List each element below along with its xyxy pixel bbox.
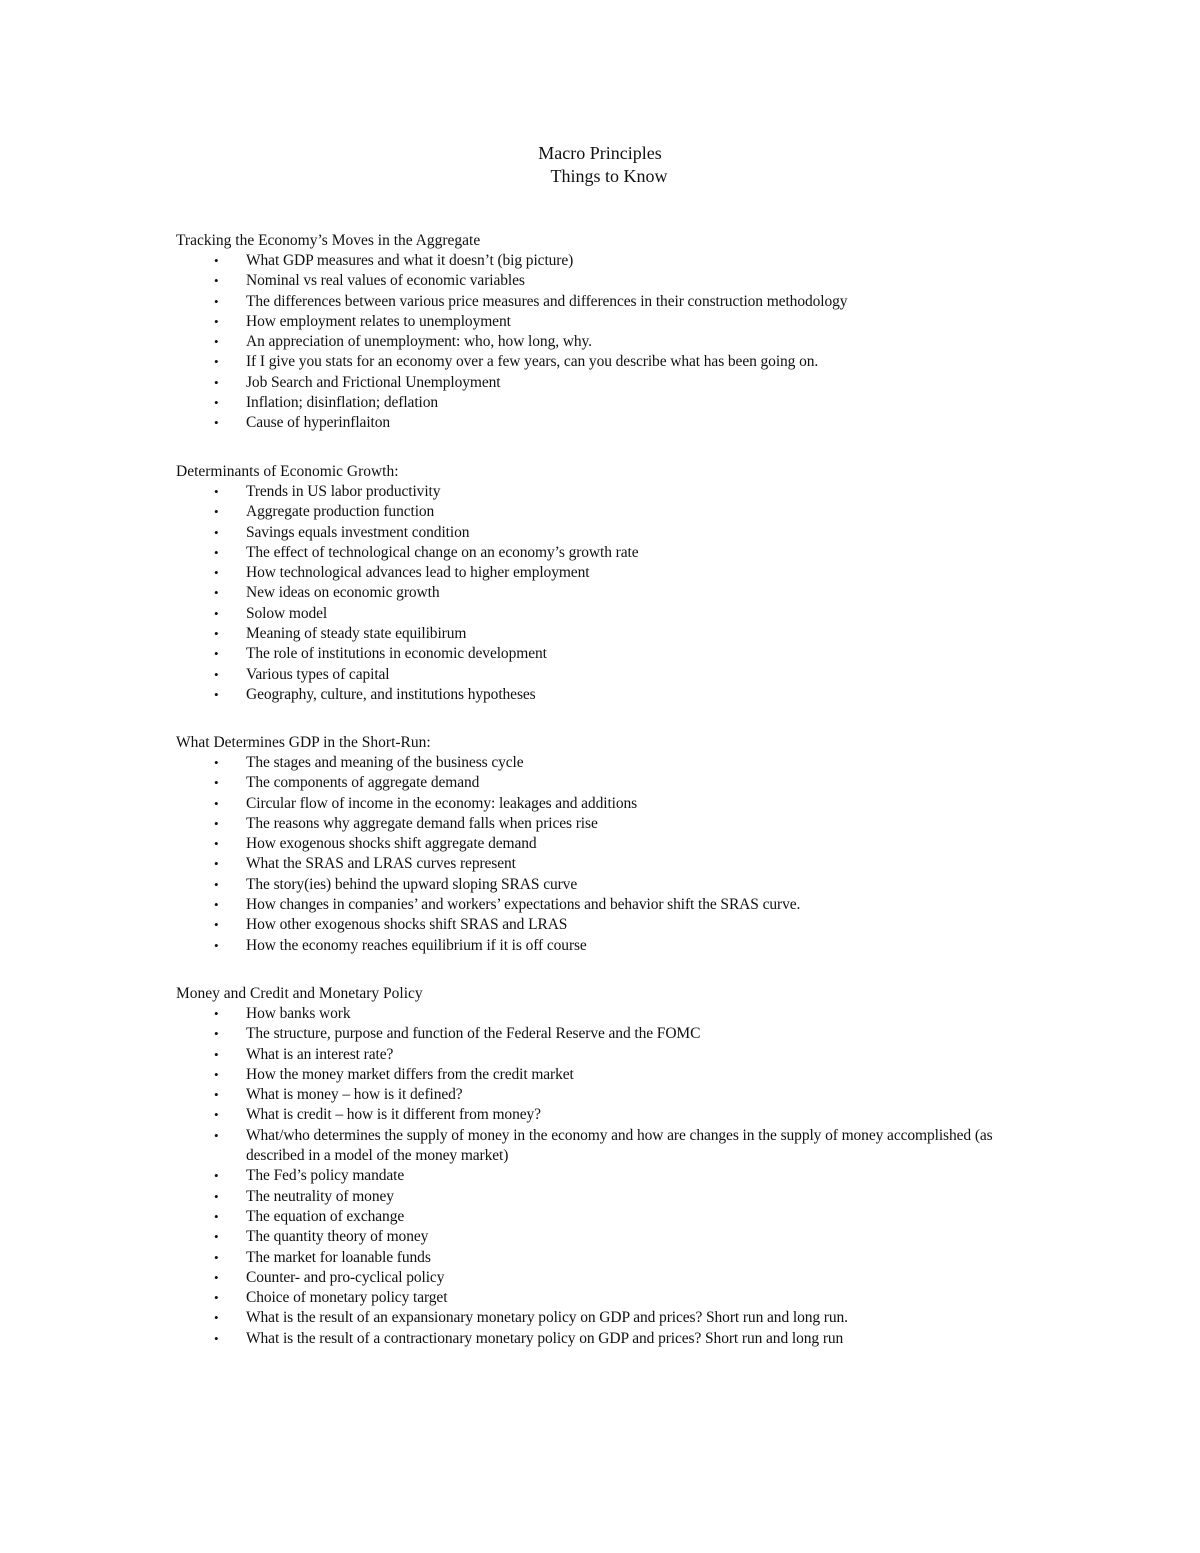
list-item-text: How changes in companies’ and workers’ expectations and behavior shift the SRAS curve. — [246, 896, 801, 914]
bullet-icon: • — [214, 836, 219, 852]
bullet-icon: • — [214, 1310, 219, 1326]
bullet-icon: • — [214, 273, 219, 289]
list-item — [176, 413, 1026, 433]
list-item-text: Solow model — [246, 604, 328, 622]
bullet-icon: • — [214, 1066, 219, 1082]
list-item — [176, 834, 1026, 854]
list-item — [176, 794, 1026, 814]
list-item-text: How the money market differs from the credit market — [246, 1065, 574, 1083]
list-item-text: Counter- and pro-cyclical policy — [246, 1268, 445, 1286]
list-item — [176, 604, 1026, 624]
list-item — [176, 1308, 1026, 1328]
section — [176, 462, 1026, 705]
list-item-text: The role of institutions in economic development — [246, 645, 547, 663]
bullet-icon: • — [214, 354, 219, 370]
list-item — [176, 1268, 1026, 1288]
bullet-list — [176, 482, 1026, 705]
bullet-icon: • — [214, 1208, 219, 1224]
document-subtitle: Things to Know — [550, 166, 668, 186]
list-item-text: The story(ies) behind the upward sloping SRAS curve — [246, 875, 578, 893]
list-item-text: Various types of capital — [246, 665, 390, 683]
list-item — [176, 583, 1026, 603]
list-item-text: How technological advances lead to higher employment — [246, 564, 590, 582]
list-item — [176, 644, 1026, 664]
section — [176, 984, 1026, 1349]
section-heading: Money and Credit and Monetary Policy — [176, 985, 423, 1002]
list-item-text: What GDP measures and what it doesn’t (big picture) — [246, 252, 574, 269]
bullet-icon: • — [214, 646, 219, 662]
bullet-icon: • — [214, 666, 219, 682]
list-item-text: If I give you stats for an economy over a few years, can you describe what has been going on. — [246, 353, 819, 371]
bullet-icon: • — [214, 1188, 219, 1204]
list-item-text: Circular flow of income in the economy: leakages and additions — [246, 794, 638, 812]
list-item-text: The stages and meaning of the business cycle — [246, 754, 524, 771]
bullet-icon: • — [214, 565, 219, 581]
bullet-icon: • — [214, 585, 219, 601]
list-item — [176, 1126, 1026, 1167]
list-item — [176, 814, 1026, 834]
bullet-icon: • — [214, 775, 219, 791]
list-item — [176, 1004, 1026, 1024]
list-item — [176, 523, 1026, 543]
list-item-text: The equation of exchange — [246, 1207, 405, 1225]
list-item-text: How other exogenous shocks shift SRAS and LRAS — [246, 916, 568, 934]
bullet-list — [176, 1004, 1026, 1349]
bullet-icon: • — [214, 544, 219, 560]
bullet-icon: • — [214, 293, 219, 309]
list-item — [176, 895, 1026, 915]
list-item-text: How the economy reaches equilibrium if it is off course — [246, 936, 587, 954]
bullet-icon: • — [214, 504, 219, 520]
bullet-list — [176, 753, 1026, 956]
list-item — [176, 1105, 1026, 1125]
list-item — [176, 665, 1026, 685]
list-item-text: Inflation; disinflation; deflation — [246, 394, 439, 412]
list-item-text: Choice of monetary policy target — [246, 1289, 448, 1307]
bullet-icon: • — [214, 374, 219, 390]
list-item — [176, 1329, 1026, 1349]
list-item-text: The structure, purpose and function of the Federal Reserve and the FOMC — [246, 1025, 701, 1043]
bullet-icon: • — [214, 395, 219, 411]
bullet-icon: • — [214, 876, 219, 892]
list-item — [176, 1024, 1026, 1044]
list-item-text: What is credit – how is it different from money? — [246, 1106, 541, 1124]
list-item — [176, 332, 1026, 352]
section-heading: Determinants of Economic Growth: — [176, 463, 399, 480]
bullet-icon: • — [214, 1168, 219, 1184]
bullet-icon: • — [214, 484, 219, 499]
bullet-icon: • — [214, 1127, 219, 1143]
bullet-icon: • — [214, 253, 219, 268]
list-item-text: The reasons why aggregate demand falls when prices rise — [246, 814, 598, 832]
list-item — [176, 624, 1026, 644]
list-item-text: The effect of technological change on an economy’s growth rate — [246, 543, 639, 561]
section — [176, 733, 1026, 956]
list-item — [176, 543, 1026, 563]
list-item-text: What/who determines the supply of money in the economy and how are changes in the supply of money accomplished (as described in a model of the money market) — [246, 1126, 993, 1165]
section-heading: Tracking the Economy’s Moves in the Aggregate — [176, 232, 481, 249]
list-item — [176, 1248, 1026, 1268]
list-item-text: Meaning of steady state equilibirum — [246, 625, 467, 643]
list-item-text: New ideas on economic growth — [246, 584, 440, 602]
list-item — [176, 292, 1026, 312]
list-item-text: The components of aggregate demand — [246, 774, 480, 792]
bullet-icon: • — [214, 1046, 219, 1062]
section-heading: What Determines GDP in the Short-Run: — [176, 734, 431, 751]
list-item-text: What is the result of a contractionary monetary policy on GDP and prices? Short run and long run — [246, 1329, 844, 1347]
bullet-icon: • — [214, 1026, 219, 1042]
list-item-text: Aggregate production function — [246, 503, 435, 521]
list-item — [176, 1065, 1026, 1085]
list-item-text: What is an interest rate? — [246, 1045, 394, 1063]
list-item — [176, 393, 1026, 413]
list-item — [176, 1227, 1026, 1247]
bullet-icon: • — [214, 313, 219, 329]
list-item — [176, 773, 1026, 793]
list-item — [176, 563, 1026, 583]
list-item — [176, 482, 1026, 502]
list-item-text: How exogenous shocks shift aggregate demand — [246, 835, 537, 853]
list-item-text: The quantity theory of money — [246, 1228, 429, 1246]
list-item-text: The differences between various price measures and differences in their construction methodology — [246, 292, 848, 310]
bullet-list — [176, 251, 1026, 434]
bullet-icon: • — [214, 524, 219, 540]
list-item-text: What is the result of an expansionary monetary policy on GDP and prices? Short run and long run. — [246, 1309, 848, 1327]
bullet-icon: • — [214, 856, 219, 872]
bullet-icon: • — [214, 415, 219, 431]
bullet-icon: • — [214, 1006, 219, 1021]
list-item-text: An appreciation of unemployment: who, how long, why. — [246, 333, 592, 351]
bullet-icon: • — [214, 1269, 219, 1285]
list-item — [176, 373, 1026, 393]
document-title: Macro Principles — [538, 143, 662, 163]
list-item-text: The neutrality of money — [246, 1187, 394, 1205]
bullet-icon: • — [214, 795, 219, 811]
bullet-icon: • — [214, 815, 219, 831]
list-item — [176, 915, 1026, 935]
list-item — [176, 502, 1026, 522]
list-item-text: How employment relates to unemployment — [246, 312, 511, 330]
list-item-text: How banks work — [246, 1005, 351, 1022]
list-item-text: Trends in US labor productivity — [246, 483, 441, 500]
list-item-text: What is money – how is it defined? — [246, 1086, 463, 1104]
list-item — [176, 854, 1026, 874]
list-item-text: The market for loanable funds — [246, 1248, 431, 1266]
list-item — [176, 1288, 1026, 1308]
list-item — [176, 753, 1026, 773]
list-item — [176, 352, 1026, 372]
list-item-text: Geography, culture, and institutions hypotheses — [246, 685, 536, 703]
list-item — [176, 936, 1026, 956]
list-item — [176, 1085, 1026, 1105]
bullet-icon: • — [214, 917, 219, 933]
title-block — [0, 142, 1200, 188]
bullet-icon: • — [214, 1107, 219, 1123]
bullet-icon: • — [214, 1087, 219, 1103]
bullet-icon: • — [214, 1290, 219, 1306]
bullet-icon: • — [214, 1330, 219, 1346]
bullet-icon: • — [214, 897, 219, 913]
list-item-text: What the SRAS and LRAS curves represent — [246, 855, 516, 873]
list-item — [176, 1207, 1026, 1227]
list-item — [176, 875, 1026, 895]
list-item — [176, 312, 1026, 332]
bullet-icon: • — [214, 755, 219, 770]
list-item-text: The Fed’s policy mandate — [246, 1167, 405, 1185]
list-item — [176, 1045, 1026, 1065]
bullet-icon: • — [214, 686, 219, 702]
bullet-icon: • — [214, 626, 219, 642]
bullet-icon: • — [214, 334, 219, 350]
list-item — [176, 271, 1026, 291]
list-item — [176, 1166, 1026, 1186]
list-item — [176, 251, 1026, 271]
bullet-icon: • — [214, 1249, 219, 1265]
bullet-icon: • — [214, 1229, 219, 1245]
list-item-text: Nominal vs real values of economic variables — [246, 272, 525, 290]
list-item-text: Cause of hyperinflaiton — [246, 414, 391, 432]
section — [176, 231, 1026, 434]
list-item — [176, 1187, 1026, 1207]
bullet-icon: • — [214, 605, 219, 621]
list-item — [176, 685, 1026, 705]
bullet-icon: • — [214, 937, 219, 953]
list-item-text: Job Search and Frictional Unemployment — [246, 373, 501, 391]
list-item-text: Savings equals investment condition — [246, 523, 470, 541]
